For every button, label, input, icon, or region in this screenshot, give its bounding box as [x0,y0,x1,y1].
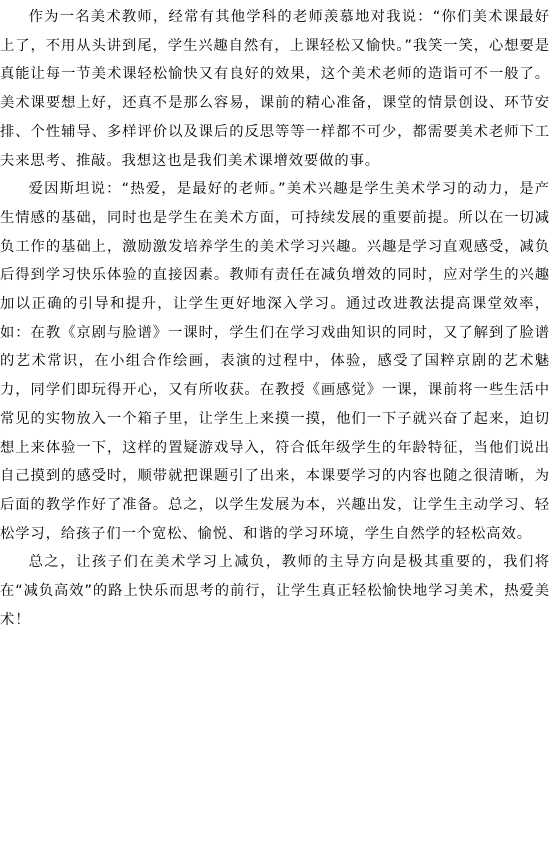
paragraph-1: 作为一名美术教师，经常有其他学科的老师羡慕地对我说：“你们美术课最好上了，不用从头讲到尾，学生兴趣自然有，上课轻松又愉快。”我笑一笑，心想要是真能让每一节美术课轻松愉快又有良好的效果，这个美术老师的造诣可不一般了。美术课要想上好，还真不是那么容易，课前的精心准备，课堂的情景创设、环节安排、个性辅导、多样评价以及课后的反思等等一样都不可少，都需要美术老师下工夫来思考、推敲。我想这也是我们美术课增效要做的事。 [0,9,550,169]
document-body [0,3,554,634]
paragraph-2: 爱因斯坦说：“热爱，是最好的老师。”美术兴趣是学生美术学习的动力，是产生情感的基础，同时也是学生在美术方面，可持续发展的重要前提。所以在一切减负工作的基础上，激励激发培养学生的美术学习兴趣。兴趣是学习直观感受，减负后得到学习快乐体验的直接因素。教师有责任在减负增效的同时，应对学生的兴趣加以正确的引导和提升，让学生更好地深入学习。通过改进教法提高课堂效率，如：在教《京剧与脸谱》一课时，学生们在学习戏曲知识的同时，又了解到了脸谱的艺术常识，在小组合作绘画，表演的过程中，体验，感受了国粹京剧的艺术魅力，同学们即玩得开心，又有所收获。在教授《画感觉》一课，课前将一些生活中常见的实物放入一个箱子里，让学生上来摸一摸，他们一下子就兴奋了起来，迫切想上来体验一下，这样的置疑游戏导入，符合低年级学生的年龄特征，当他们说出自己摸到的感受时，顺带就把课题引了出来，本课要学习的内容也随之很清晰，为后面的教学作好了准备。总之，以学生发展为本，兴趣出发，让学生主动学习、轻松学习，给孩子们一个宽松、愉悦、和谐的学习环境，学生自然学的轻松高效。 [0,181,550,542]
paragraph-3: 总之，让孩子们在美术学习上减负，教师的主导方向是极其重要的，我们将在“减负高效”的路上快乐而思考的前行，让学生真正轻松愉快地学习美术，热爱美术！ [0,554,550,628]
